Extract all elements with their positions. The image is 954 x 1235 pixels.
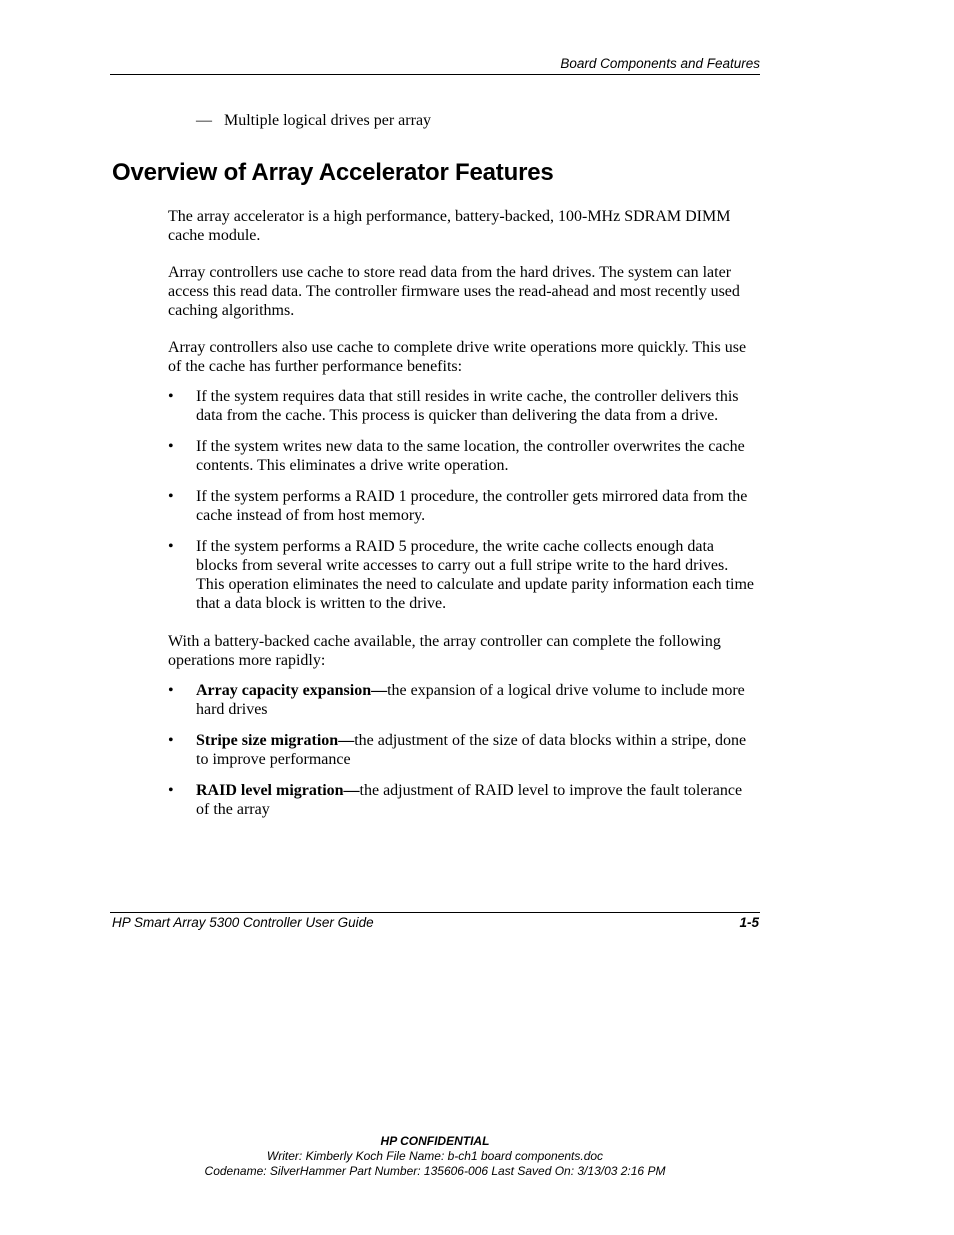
paragraph-write-cache: Array controllers also use cache to complete drive write operations more quickly. This use of the cache has further performance benefits: bbox=[168, 339, 747, 375]
footer-rule bbox=[110, 912, 760, 913]
operation-description: the adjustment of the size of data blocks within a stripe, done to improve performance bbox=[196, 732, 747, 768]
operation-description: the expansion of a logical drive volume to include more hard drives bbox=[196, 682, 745, 718]
operations-list bbox=[168, 681, 758, 819]
list-item bbox=[168, 681, 758, 719]
list-item-text: If the system performs a RAID 5 procedure, the write cache collects enough data blocks from several write accesses to carry out a full stripe write to the hard drives. This operation eliminates the need to calculate and update parity information each time that a data block is written to the drive. bbox=[196, 538, 755, 612]
confidential-label: HP CONFIDENTIAL bbox=[380, 1134, 490, 1148]
bullet-marker: • bbox=[168, 438, 174, 455]
paragraph-read-cache: Array controllers use cache to store read data from the hard drives. The system can later access this read data. The controller firmware uses the read-ahead and most recently used caching algorithms. bbox=[168, 264, 740, 319]
list-item bbox=[168, 437, 758, 475]
list-item-text: If the system performs a RAID 1 procedure, the controller gets mirrored data from the cache instead of from host memory. bbox=[196, 488, 748, 524]
list-item bbox=[168, 731, 758, 769]
bullet-marker: • bbox=[168, 388, 174, 405]
bullet-marker: • bbox=[168, 682, 174, 699]
paragraph-intro: The array accelerator is a high performance, battery-backed, 100-MHz SDRAM DIMM cache module. bbox=[168, 208, 731, 244]
operation-term: RAID level migration— bbox=[196, 782, 360, 799]
confidential-writer-line: Writer: Kimberly Koch File Name: b-ch1 board components.doc bbox=[266, 1149, 604, 1163]
list-item bbox=[168, 537, 758, 613]
operation-term: Array capacity expansion— bbox=[196, 682, 388, 699]
list-item-text: If the system requires data that still resides in write cache, the controller delivers this data from the cache. This process is quicker than delivering the data from a drive. bbox=[196, 388, 739, 424]
list-item bbox=[168, 781, 758, 819]
operation-description: the adjustment of RAID level to improve the fault tolerance of the array bbox=[196, 782, 743, 818]
continued-list-item-text: Multiple logical drives per array bbox=[224, 112, 432, 129]
confidential-notice bbox=[0, 1134, 870, 1179]
list-item bbox=[168, 487, 758, 525]
em-dash-marker: — bbox=[196, 112, 212, 129]
footer-guide-title: HP Smart Array 5300 Controller User Guide bbox=[112, 915, 374, 930]
running-header: Board Components and Features bbox=[560, 56, 760, 71]
bullet-marker: • bbox=[168, 732, 174, 749]
paragraph-operations-intro: With a battery-backed cache available, the array controller can complete the following operations more rapidly: bbox=[168, 633, 721, 669]
list-item-text: If the system writes new data to the same location, the controller overwrites the cache contents. This eliminates a drive write operation. bbox=[196, 438, 745, 474]
operation-term: Stripe size migration— bbox=[196, 732, 355, 749]
section-title: Overview of Array Accelerator Features bbox=[112, 159, 554, 186]
bullet-marker: • bbox=[168, 782, 174, 799]
section-body bbox=[168, 207, 758, 831]
list-item bbox=[168, 387, 758, 425]
bullet-marker: • bbox=[168, 538, 174, 555]
header-rule bbox=[110, 74, 760, 75]
benefits-list bbox=[168, 387, 758, 613]
confidential-part-line: Codename: SilverHammer Part Number: 135606-006 Last Saved On: 3/13/03 2:16 PM bbox=[204, 1164, 666, 1178]
bullet-marker: • bbox=[168, 488, 174, 505]
continued-list-item bbox=[196, 112, 431, 130]
page-number: 1-5 bbox=[739, 915, 759, 930]
